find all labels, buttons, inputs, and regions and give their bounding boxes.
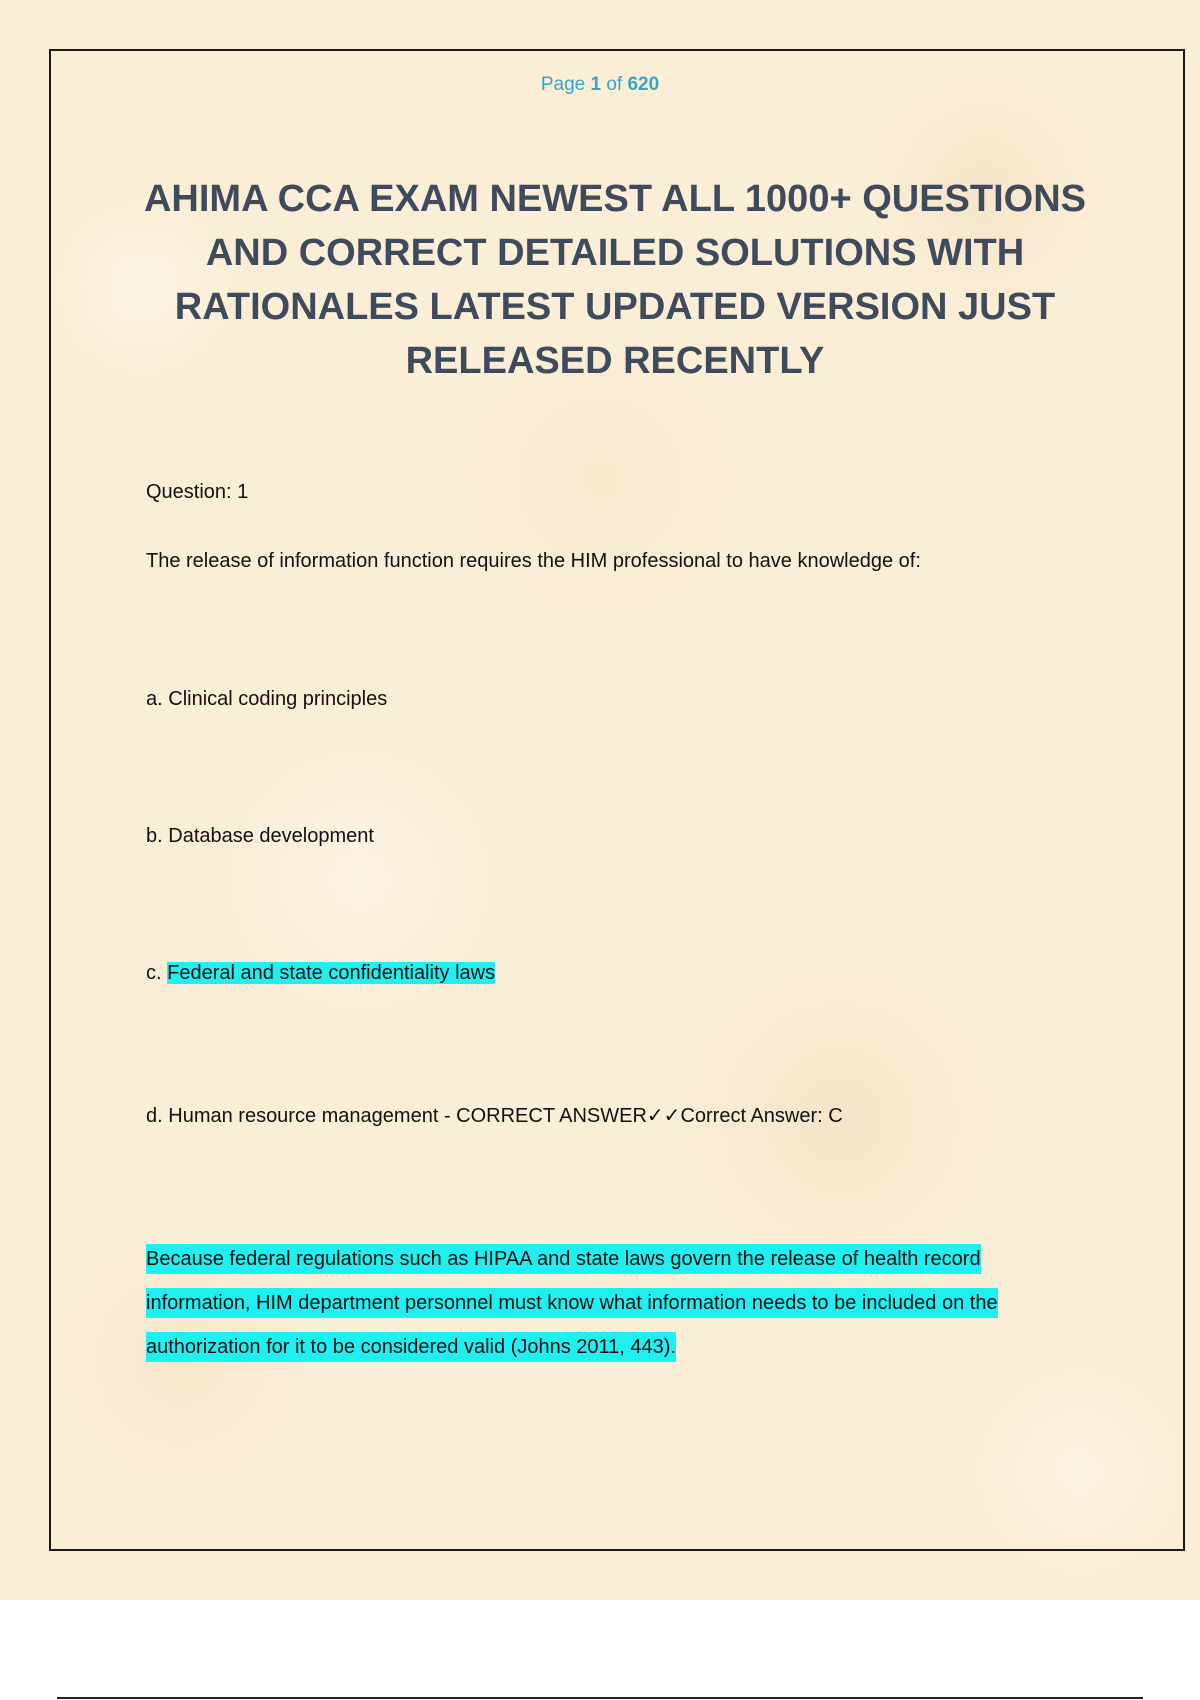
option-a — [146, 688, 387, 711]
option-d-letter: d. — [146, 1105, 169, 1127]
option-a-letter: a. — [146, 688, 169, 710]
option-b-letter: b. — [146, 825, 169, 847]
answer-rationale — [146, 1237, 1076, 1369]
page-current: 1 — [590, 74, 602, 95]
page-total: 620 — [627, 74, 660, 95]
option-b-text: Database development — [168, 825, 374, 847]
question-label: Question: 1 — [146, 481, 249, 503]
option-a-text: Clinical coding principles — [168, 688, 388, 710]
document-title: AHIMA CCA EXAM NEWEST ALL 1000+ QUESTIONS AND CORRECT DETAILED SOLUTIONS WITH RATIONALES LATEST UPDATED VERSION JUST RELEASED RECENTLY — [143, 178, 1087, 382]
page-counter-prefix: Page — [540, 74, 591, 95]
question-prompt: The release of information function requires the HIM professional to have knowledge of: — [146, 550, 921, 572]
option-d — [146, 1103, 843, 1128]
option-d-text: Human resource management - CORRECT ANSWER✓✓Correct Answer: C — [168, 1105, 843, 1127]
option-c — [146, 962, 495, 985]
page-counter-separator: of — [601, 74, 628, 95]
page-counter — [0, 74, 1200, 96]
rationale-text-highlighted: Because federal regulations such as HIPAA and state laws govern the release of health record information, HIM department personnel must know what information needs to be included on the authorization for it to be considered valid (Johns 2011, 443). — [146, 1244, 998, 1362]
footer-divider — [57, 1697, 1143, 1699]
option-c-letter: c. — [146, 962, 168, 984]
option-c-text-highlighted: Federal and state confidentiality laws — [167, 962, 496, 984]
option-b — [146, 825, 374, 848]
